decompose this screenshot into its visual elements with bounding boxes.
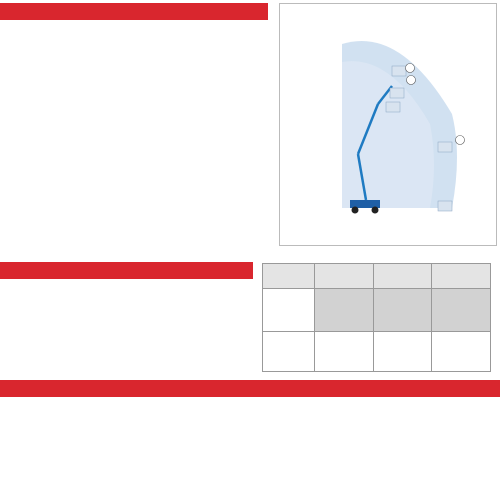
table-row bbox=[263, 332, 491, 372]
table-label-horizontal-reach bbox=[432, 289, 491, 332]
table-header-b bbox=[373, 264, 432, 289]
table-value-a bbox=[315, 332, 374, 372]
range-of-motion-diagram bbox=[280, 4, 496, 245]
table-value-c bbox=[432, 332, 491, 372]
table-label-platform-height bbox=[373, 289, 432, 332]
standard-equipment-header bbox=[0, 3, 268, 20]
table-header-c bbox=[432, 264, 491, 289]
range-of-motion-panel bbox=[279, 3, 497, 246]
table-header-a bbox=[315, 264, 374, 289]
marker-c bbox=[456, 136, 465, 145]
table-value-b bbox=[373, 332, 432, 372]
specifications-header bbox=[0, 380, 500, 397]
table-label-empty bbox=[263, 289, 315, 332]
marker-b bbox=[407, 76, 416, 85]
lift-dimensions-table bbox=[262, 263, 491, 372]
marker-a bbox=[406, 64, 415, 73]
table-header-model bbox=[263, 264, 315, 289]
capacities-header bbox=[0, 262, 253, 279]
table-label-working-height bbox=[315, 289, 374, 332]
table-model-cell bbox=[263, 332, 315, 372]
